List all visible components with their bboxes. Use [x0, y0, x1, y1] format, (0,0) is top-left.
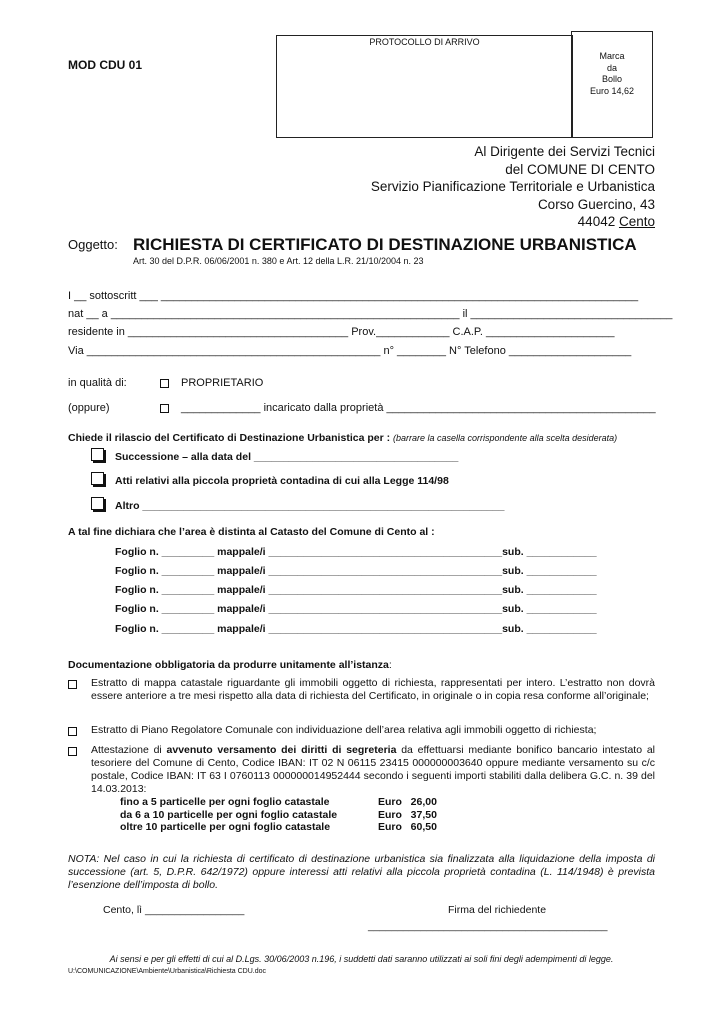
request-heading	[68, 428, 617, 446]
addressee-line	[371, 213, 655, 231]
doc1-checkbox[interactable]	[68, 680, 77, 689]
doc-item-prg: Estratto di Piano Regolatore Comunale con individuazione dell’area relativa agli immobili oggetto di richiesta;	[91, 724, 597, 736]
doc2-checkbox[interactable]	[68, 727, 77, 736]
incaricato-checkbox[interactable]	[160, 404, 169, 413]
proprietario-checkbox[interactable]	[160, 379, 169, 388]
privacy-note: Ai sensi e per gli effetti di cui al D.Lgs. 30/06/2003 n.196, i suddetti dati saranno utilizzati ai soli fini degli adempimenti di legge.	[109, 954, 614, 964]
marca-line: Bollo	[601, 74, 622, 84]
signature-line[interactable]: _________________________________________	[368, 920, 608, 932]
qualita-label: in qualità di:	[68, 377, 127, 389]
place-date-field[interactable]: Cento, lì _________________	[103, 904, 245, 916]
catasto-row[interactable]: Foglio n. _________ mappale/i ________________________________________sub. ____________	[115, 565, 597, 577]
catasto-row[interactable]: Foglio n. _________ mappale/i ________________________________________sub. ____________	[115, 623, 597, 635]
protocollo-label: PROTOCOLLO DI ARRIVO	[369, 37, 480, 47]
fee-row	[120, 796, 437, 809]
oppure-label: (oppure)	[68, 402, 110, 414]
subject-title: RICHIESTA DI CERTIFICATO DI DESTINAZIONE URBANISTICA	[133, 235, 637, 254]
fee-desc: oltre 10 particelle per ogni foglio catastale	[120, 821, 331, 833]
fee-amount: Euro 26,00	[378, 796, 437, 808]
docs-heading-colon: :	[388, 659, 392, 671]
versamento-text: da effettuarsi mediante bonifico bancario intestato al tesoriere del Comune di Cento, Codice IBAN: IT 02 N 06115 23415 000000003640 oppure mediante versamento su c/c postale, Codice IBAN: IT 63 I 0760113 000000014952444 secondo i seguenti importi stabiliti dalla delibera G.C. n. 39 del 14.03.2013:	[91, 744, 656, 795]
docs-heading	[68, 659, 392, 671]
fee-desc: fino a 5 particelle per ogni foglio catastale	[120, 796, 330, 808]
versamento-text: Attestazione di	[91, 744, 167, 756]
fee-list	[120, 796, 437, 834]
field-via[interactable]: Via ________________________________________________ n° ________ N° Telefono ____________________	[68, 345, 632, 357]
catasto-row[interactable]: Foglio n. _________ mappale/i ________________________________________sub. ____________	[115, 546, 597, 558]
subject-ref: Art. 30 del D.P.R. 06/06/2001 n. 380 e Art. 12 della L.R. 21/10/2004 n. 23	[133, 256, 424, 266]
fee-desc: da 6 a 10 particelle per ogni foglio catastale	[120, 808, 338, 821]
altro-option[interactable]: Altro ______________________________________________________________	[115, 500, 505, 512]
piccola-proprieta-option: Atti relativi alla piccola proprietà contadina di cui alla Legge 114/98	[115, 475, 449, 487]
file-path: U:\COMUNICAZIONE\Ambiente\Urbanistica\Richiesta CDU.doc	[68, 968, 266, 975]
form-code: MOD CDU 01	[68, 58, 143, 72]
versamento-bold: avvenuto versamento dei diritti di segreteria	[166, 744, 397, 756]
incaricato-field[interactable]: _____________ incaricato dalla proprietà ____________________________________________	[181, 402, 656, 414]
request-main: Chiede il rilascio del Certificato di Destinazione Urbanistica per :	[68, 432, 393, 444]
piccola-proprieta-checkbox[interactable]	[91, 472, 104, 485]
successione-checkbox[interactable]	[91, 448, 104, 461]
addressee-city: Cento	[618, 214, 655, 229]
altro-checkbox[interactable]	[91, 497, 104, 510]
proprietario-label: PROPRIETARIO	[181, 377, 264, 389]
addressee-line: Corso Guercino, 43	[537, 196, 655, 212]
marca-line: Marca	[599, 51, 625, 61]
field-nato[interactable]: nat __ a _________________________________________________________ il _________________________________	[68, 308, 673, 320]
catasto-heading: A tal fine dichiara che l’area è distinta al Catasto del Comune di Cento al :	[68, 526, 435, 538]
protocollo-box[interactable]	[276, 35, 573, 138]
request-note: (barrare la casella corrispondente alla scelta desiderata)	[393, 433, 618, 443]
docs-heading-text: Documentazione obbligatoria da produrre unitamente all’istanza	[68, 659, 389, 671]
doc3-checkbox[interactable]	[68, 747, 77, 756]
fee-row	[120, 821, 437, 834]
addressee-cap: 44042	[577, 214, 619, 229]
catasto-row[interactable]: Foglio n. _________ mappale/i ________________________________________sub. ____________	[115, 603, 597, 615]
doc-item-mappa: Estratto di mappa catastale riguardante gli immobili oggetto di richiesta, rappresentati per intero. L’estratto non dovrà essere anteriore a tre mesi rispetto alla data di richiesta del Certificato, in originale o in copia resa conforme all’originale;	[91, 677, 655, 702]
subject-label: Oggetto:	[68, 237, 118, 252]
addressee	[371, 143, 655, 231]
marca-bollo-box	[571, 31, 653, 138]
field-sottoscritto[interactable]: I __ sottoscritt ___ ______________________________________________________________________________	[68, 290, 639, 302]
fee-row	[120, 809, 437, 822]
doc-item-versamento	[91, 744, 655, 796]
successione-option: Successione – alla data del ___________________________________	[115, 451, 459, 463]
addressee-line: Servizio Pianificazione Territoriale e Urbanistica	[370, 179, 655, 194]
fee-amount: Euro 37,50	[378, 808, 437, 821]
fee-amount: Euro 60,50	[378, 821, 437, 833]
marca-line: da	[606, 62, 617, 73]
firma-label: Firma del richiedente	[448, 904, 547, 916]
catasto-row[interactable]: Foglio n. _________ mappale/i ________________________________________sub. ____________	[115, 584, 597, 596]
field-residente[interactable]: residente in ____________________________________ Prov.____________ C.A.P. _____________________	[68, 326, 615, 338]
marca-line: Euro 14,62	[589, 85, 635, 96]
addressee-line: del COMUNE DI CENTO	[505, 161, 655, 177]
addressee-line: Al Dirigente dei Servizi Tecnici	[474, 144, 655, 159]
nota: NOTA: Nel caso in cui la richiesta di certificato di destinazione urbanistica sia finalizzata alla liquidazione della imposta di successione (art. 5, D.P.R. 642/1972) oppure interessi atti relativi alla piccola proprietà contadina (L. 114/1948) è prevista l’esenzione dell’imposta di bollo.	[68, 853, 655, 891]
